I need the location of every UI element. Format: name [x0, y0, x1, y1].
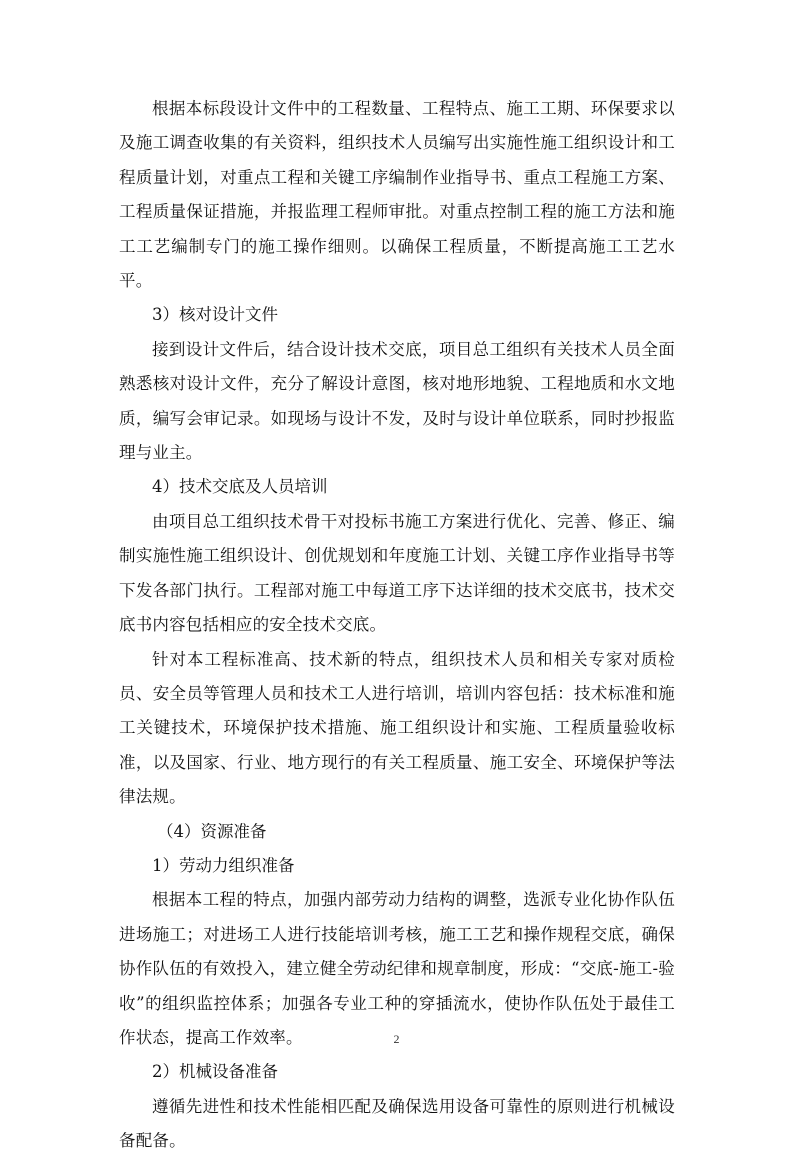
heading-machinery-preparation: 2）机械设备准备: [152, 1062, 278, 1082]
paragraph-design-documents: 根据本标段设计文件中的工程数量、工程特点、施工工期、环保要求以及施工调查收集的有关资料，组织技术人员编写出实施性施工组织设计和工程质量计划，对重点工程和关键工序编制作业指导书、重点工程施工方案、工程质量保证措施，并报监理工程师审批。对重点控制工程的施工方法和施工工艺编制专门的施工操作细则。以确保工程质量，不断提高施工工艺水平。: [119, 99, 675, 291]
heading-labor-organization: 1）劳动力组织准备: [152, 855, 295, 875]
paragraph-machinery-preparation: 遵循先进性和技术性能相匹配及确保选用设备可靠性的原则进行机械设备配备。: [119, 1096, 675, 1151]
paragraph-technical-briefing: 由项目总工组织技术骨干对投标书施工方案进行优化、完善、修正、编制实施性施工组织设计、创优规划和年度施工计划、关键工序作业指导书等下发各部门执行。工程部对施工中每道工序下达详细的技术交底书，技术交底书内容包括相应的安全技术交底。: [119, 511, 675, 635]
paragraph-labor-organization: 根据本工程的特点，加强内部劳动力结构的调整，选派专业化协作队伍进场施工；对进场工人进行技能培训考核，施工工艺和操作规程交底，确保协作队伍的有效投入，建立健全劳动纪律和规章制度，形成：“交底-施工-验收”的组织监控体系；加强各专业工种的穿插流水，使协作队伍处于最佳工作状态，提高工作效率。: [119, 890, 675, 1047]
document-body: [119, 92, 675, 1159]
heading-technical-briefing-training: 4）技术交底及人员培训: [152, 477, 328, 497]
page-number: 2: [393, 1032, 400, 1046]
paragraph-personnel-training: 针对本工程标准高、技术新的特点，组织技术人员和相关专家对质检员、安全员等管理人员和技术工人进行培训，培训内容包括：技术标准和施工关键技术，环境保护技术措施、施工组织设计和实施、工程质量验收标准，以及国家、行业、地方现行的有关工程质量、施工安全、环境保护等法律法规。: [119, 649, 675, 807]
heading-verify-design-files: 3）核对设计文件: [152, 305, 278, 325]
paragraph-verify-design-files: 接到设计文件后，结合设计技术交底，项目总工组织有关技术人员全面熟悉核对设计文件，充分了解设计意图，核对地形地貌、工程地质和水文地质，编写会审记录。如现场与设计不发，及时与设计单位联系，同时抄报监理与业主。: [119, 339, 675, 463]
heading-resource-preparation: （4）资源准备: [157, 821, 267, 841]
